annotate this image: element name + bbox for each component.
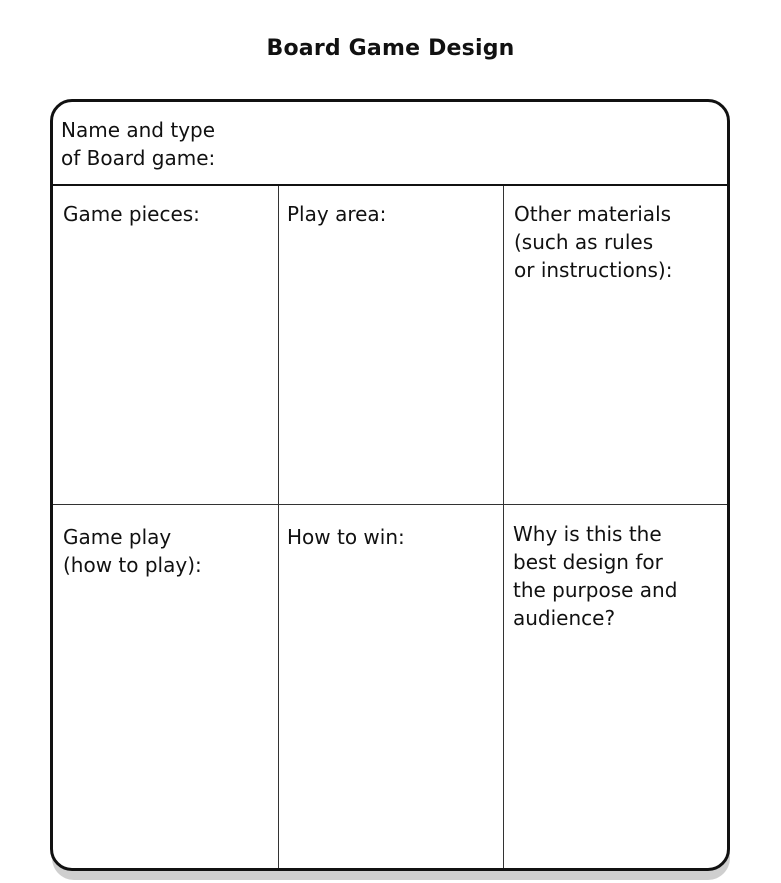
how-to-win-label: How to win: (287, 525, 405, 549)
why-best-design-label: Why is this the best design for the purpose and audience? (513, 522, 678, 630)
game-pieces-label: Game pieces: (63, 202, 200, 226)
row-divider (53, 504, 727, 505)
game-play-label: Game play (how to play): (63, 525, 202, 577)
design-grid-card (50, 99, 730, 871)
other-materials-label: Other materials (such as rules or instructions): (514, 202, 673, 282)
name-type-label: Name and type of Board game: (61, 118, 216, 170)
column-divider-1 (278, 186, 279, 868)
worksheet-title: Board Game Design (266, 36, 515, 61)
column-divider-2 (503, 186, 504, 868)
play-area-label: Play area: (287, 202, 387, 226)
